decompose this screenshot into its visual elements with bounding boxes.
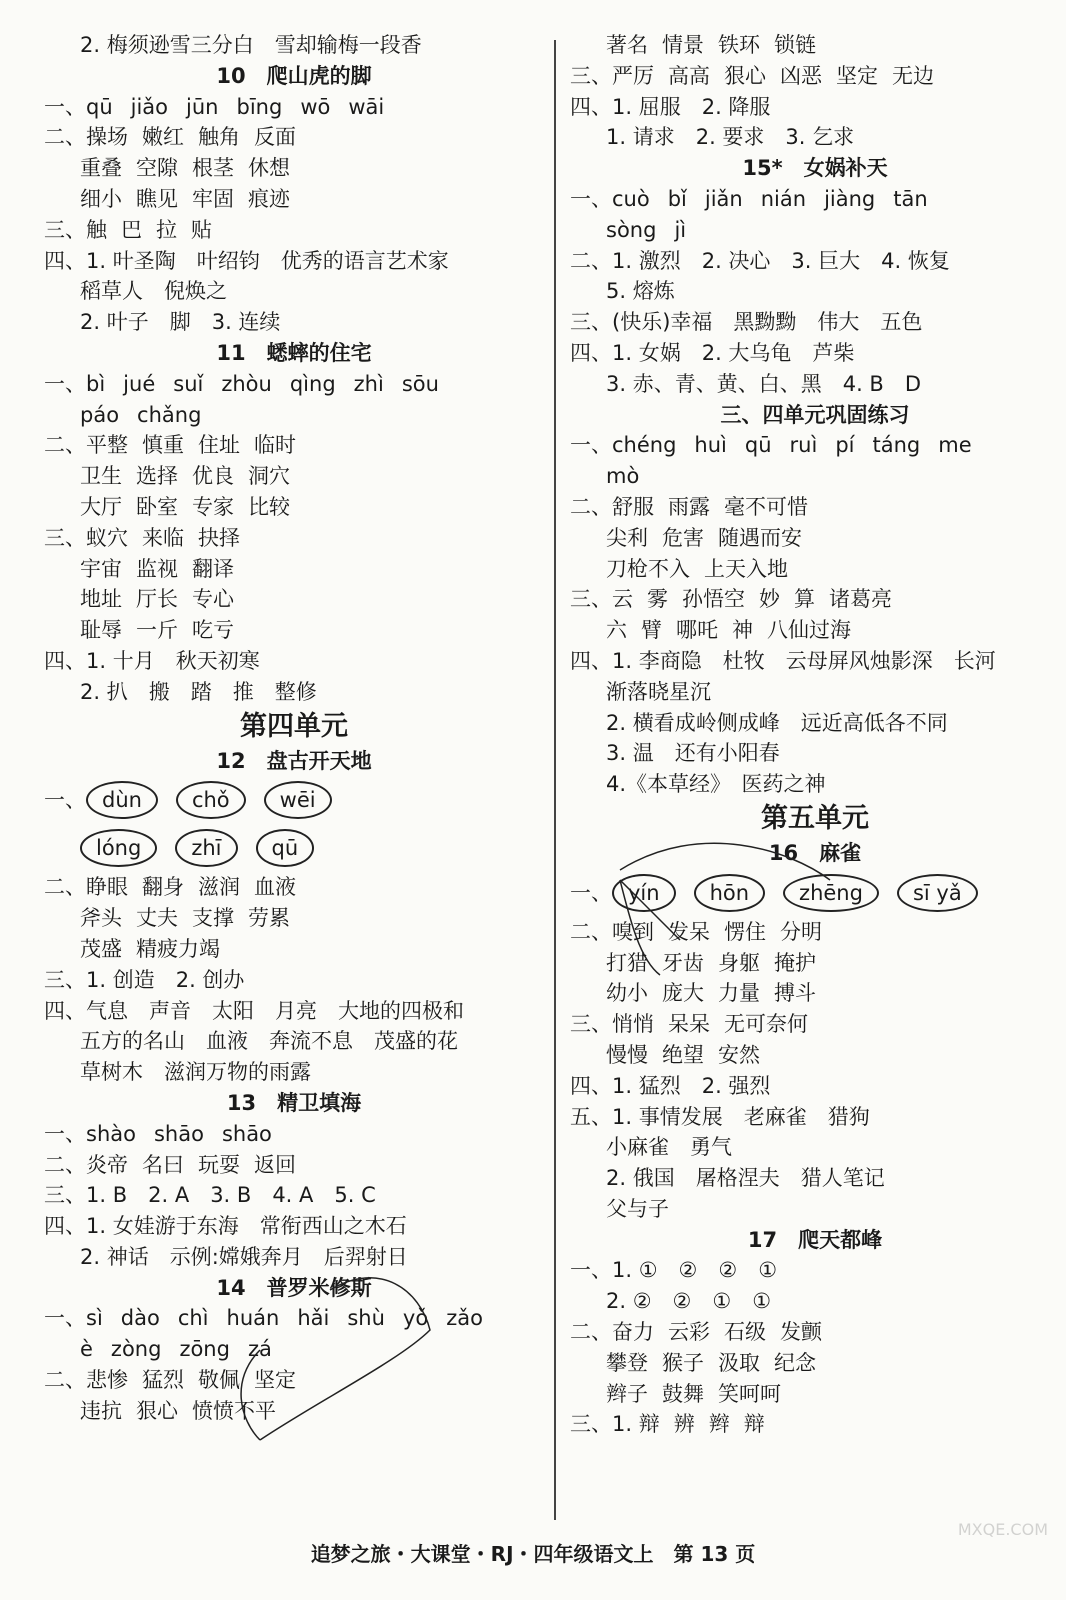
pinyin-row [570,184,1060,215]
answer-word: 专家 [192,494,234,519]
answer-word: 吃亏 [192,618,234,643]
answer-word: 哪吒 [676,618,718,643]
answer-word: 辫 [708,1412,730,1437]
answer-word: 监视 [136,556,178,581]
answer-line: 2. 横看成岭侧成峰 远近高低各不同 [606,710,948,735]
answer-line: 五方的名山 血液 奔流不息 茂盛的花 [80,1029,458,1054]
pinyin-answer: hōn [694,874,765,912]
answer-word: 上天入地 [704,556,788,581]
answer-word: 住址 [198,433,240,458]
circled-pinyin-row [44,776,544,824]
answer-word: 优良 [192,464,234,489]
answer-word: 瞧见 [136,186,178,211]
word-row [570,523,1060,554]
question-number: 三、 [44,217,86,242]
answer-word: 触 [86,217,107,242]
pinyin-answer: qū [256,829,315,867]
answer-word: 蚁穴 [86,525,128,550]
answer-word: 洞穴 [248,464,290,489]
pinyin-answer: dào [120,1306,160,1331]
answer-line: 3. 赤、青、黄、白、黑 4. B D [606,371,921,396]
word-row [570,554,1060,585]
question-number: 二、 [44,1152,86,1177]
pinyin-answer: jì [674,217,687,242]
pinyin-answer: zhòu [221,371,272,396]
answer-word: 著名 [606,33,648,57]
answer-word: 情景 [662,33,704,57]
pinyin-row [44,1119,544,1150]
word-row [570,30,1060,61]
answer-word: 睁眼 [86,875,128,900]
answer-word: 卧室 [136,494,178,519]
answer-line: 1. 请求 2. 要求 3. 乞求 [606,125,855,150]
pinyin-answer: qìng [289,371,336,396]
pinyin-answer: jué [123,371,156,396]
answer-word: 凶恶 [780,63,822,88]
answer-word: 臂 [641,618,662,643]
answer-word: 毫不可惜 [724,494,808,519]
lesson-title: 10 爬山虎的脚 [216,63,372,88]
answer-word: 返回 [254,1152,296,1177]
pinyin-answer: jiǎn [704,186,743,211]
word-row [570,1348,1060,1379]
answer-line: 2. ② ② ① ① [606,1289,772,1314]
pinyin-row [570,430,1060,461]
column-divider [554,40,556,1520]
pinyin-row [44,369,544,400]
pinyin-answer: shāo [221,1121,272,1146]
pinyin-row [44,92,544,123]
pinyin-row [570,461,1060,492]
pinyin-answer: ruì [789,433,818,458]
answer-word: 无可奈何 [724,1012,808,1037]
answer-word: 滋润 [198,875,240,900]
word-row [570,1040,1060,1071]
answer-word: 休想 [248,156,290,181]
answer-word: 丈夫 [136,906,178,931]
question-number: 一、 [44,1121,86,1146]
answer-word: 操场 [86,125,128,150]
pinyin-answer: jiǎo [130,94,169,119]
pinyin-answer: táng [872,433,921,458]
pinyin-answer: zá [247,1337,272,1362]
word-row [570,1379,1060,1410]
pinyin-answer: sòng [606,217,657,242]
question-number: 一、 [44,1306,86,1331]
question-number: 一、 [44,94,86,119]
right-column [570,30,1060,1440]
word-row [44,492,544,523]
word-row [44,523,544,554]
answer-line: 四、1. 叶圣陶 叶绍钧 优秀的语言艺术家 [44,248,449,273]
answer-word: 劳累 [248,906,290,931]
word-row [44,184,544,215]
pinyin-answer: bì [86,371,106,396]
answer-word: 比较 [248,494,290,519]
circled-pinyin-row [570,869,1060,917]
answer-line: 渐落晓星沉 [606,679,711,704]
question-number: 一、 [44,788,86,813]
question-number: 二、 [570,1320,612,1345]
question-number: 一、 [570,433,612,458]
word-row [44,872,544,903]
question-number: 一、 [570,186,612,211]
page-footer: 追梦之旅・大课堂・RJ・四年级语文上 第 13 页 [310,1542,756,1566]
pinyin-answer: chǎng [137,402,202,427]
word-row [44,934,544,965]
pinyin-answer: shāo [153,1121,204,1146]
question-number: 二、 [570,494,612,519]
answer-word: 耻辱 [80,618,122,643]
answer-word: 炎帝 [86,1152,128,1177]
answer-word: 狠心 [724,63,766,88]
pinyin-row [44,400,544,431]
pinyin-answer: shù [347,1306,385,1331]
answer-word: 斧头 [80,906,122,931]
answer-word: 一斤 [136,618,178,643]
answer-line: 2. 神话 示例:嫦娥奔月 后羿射日 [80,1244,408,1269]
answer-word: 猛烈 [142,1368,184,1393]
question-number: 三、 [570,587,612,612]
pinyin-answer: qū [86,94,113,119]
pinyin-answer: jūn [186,94,219,119]
answer-word: 辩 [743,1412,765,1437]
word-row [44,122,544,153]
lesson-title: 11 蟋蟀的住宅 [216,340,372,365]
answer-word: 嫩红 [142,125,184,150]
answer-word: 悄悄 [612,1012,654,1037]
word-row [570,1009,1060,1040]
pinyin-answer: pí [835,433,855,458]
answer-word: 发颤 [780,1320,822,1345]
answer-word: 云 [612,587,633,612]
answer-word: 玩耍 [198,1152,240,1177]
answer-word: 平整 [86,433,128,458]
answer-word: 力量 [718,981,760,1006]
answer-line: 5. 熔炼 [606,279,675,304]
pinyin-answer: tān [893,186,928,211]
answer-word: 孙悟空 [682,587,745,612]
left-column [44,30,544,1427]
answer-word: 汲取 [718,1350,760,1375]
answer-word: 云彩 [668,1320,710,1345]
circled-pinyin-row [44,824,544,872]
answer-word: 严厉 [612,63,654,88]
answer-word: 触角 [198,125,240,150]
watermark-logo [878,1520,1048,1590]
answer-word: 巴 [121,217,142,242]
word-row [44,903,544,934]
question-number: 一、 [570,880,612,905]
pinyin-answer: wāi [348,94,385,119]
answer-word: 宇宙 [80,556,122,581]
answer-word: 空隙 [136,156,178,181]
answer-word: 八仙过海 [767,618,851,643]
answer-word: 锁链 [774,33,816,57]
answer-word: 无边 [892,63,934,88]
pinyin-answer: suǐ [173,371,204,396]
pinyin-answer: yín [612,874,676,912]
word-row [570,615,1060,646]
answer-word: 1. 辩 [612,1412,660,1437]
answer-word: 六 [606,618,627,643]
answer-word: 名曰 [142,1152,184,1177]
word-row [570,492,1060,523]
unit-heading: 第五单元 [761,802,869,834]
answer-word: 高高 [668,63,710,88]
answer-word: 根茎 [192,156,234,181]
answer-word: 刀枪不入 [606,556,690,581]
answer-line: 草树木 滋润万物的雨露 [80,1060,311,1085]
pinyin-answer: bǐ [667,186,687,211]
answer-word: 牢固 [192,186,234,211]
question-number: 三、 [570,1412,612,1437]
answer-word: 愤愤不平 [192,1398,276,1423]
pinyin-answer: chǒ [176,781,246,819]
pinyin-answer: bīng [236,94,283,119]
answer-word: 幼小 [606,981,648,1006]
word-row [44,554,544,585]
pinyin-answer: páo [80,402,120,427]
answer-word: 绝望 [662,1042,704,1067]
pinyin-answer: wō [300,94,331,119]
question-number: 二、 [44,1368,86,1393]
answer-word: 鼓舞 [662,1381,704,1406]
pinyin-answer: chì [177,1306,209,1331]
answer-line: 四、1. 屈服 2. 降服 [570,94,771,119]
word-row [44,153,544,184]
pinyin-answer: huì [694,433,727,458]
pinyin-answer: huán [226,1306,280,1331]
answer-word: 神 [732,618,753,643]
question-number: 三、 [570,1012,612,1037]
answer-word: 重叠 [80,156,122,181]
answer-word: 随遇而安 [718,525,802,550]
answer-word: 雾 [647,587,668,612]
answer-word: 来临 [142,525,184,550]
answer-word: 坚定 [836,63,878,88]
answer-line: 小麻雀 勇气 [606,1135,732,1160]
answer-word: 嗅到 [612,919,654,944]
pinyin-answer: zǎo [446,1306,483,1331]
answer-word: 猴子 [662,1350,704,1375]
answer-word: 翻译 [192,556,234,581]
pinyin-answer: zòng [110,1337,162,1362]
answer-word: 狠心 [136,1398,178,1423]
answer-word: 选择 [136,464,178,489]
word-row [44,584,544,615]
pinyin-answer: zhī [175,829,237,867]
answer-line: 四、气息 声音 太阳 月亮 大地的四极和 [44,998,464,1023]
answer-line: 2. 俄国 屠格涅夫 猎人笔记 [606,1166,885,1191]
pinyin-row [44,1303,544,1334]
answer-word: 拉 [156,217,177,242]
answer-word: 违抗 [80,1398,122,1423]
word-row [44,1365,544,1396]
answer-word: 坚定 [254,1368,296,1393]
answer-line: 父与子 [606,1196,669,1221]
answer-word: 细小 [80,186,122,211]
answer-word: 辨 [673,1412,695,1437]
answer-word: 算 [794,587,815,612]
answer-word: 慎重 [142,433,184,458]
answer-line: 四、1. 李商隐 杜牧 云母屏风烛影深 长河 [570,648,996,673]
word-row [44,615,544,646]
question-number: 二、 [44,875,86,900]
answer-word: 掩护 [774,950,816,975]
pinyin-answer: shào [86,1121,136,1146]
answer-line: 三、1. B 2. A 3. B 4. A 5. C [44,1183,376,1208]
answer-line: 五、1. 事情发展 老麻雀 猎狗 [570,1104,870,1129]
answer-word: 雨露 [668,494,710,519]
pinyin-answer: chéng [612,433,677,458]
answer-line: 四、1. 十月 秋天初寒 [44,648,260,673]
answer-line: 2. 叶子 脚 3. 连续 [80,310,281,335]
answer-line: 稻草人 倪焕之 [80,279,227,304]
question-number: 二、 [44,433,86,458]
pinyin-answer: sōu [401,371,439,396]
answer-word: 地址 [80,587,122,612]
word-row [570,1409,1060,1440]
word-row [570,584,1060,615]
answer-word: 搏斗 [774,981,816,1006]
answer-word: 攀登 [606,1350,648,1375]
pinyin-answer: mò [606,464,640,489]
lesson-title: 15* 女娲补天 [742,156,888,181]
lesson-title: 14 普罗米修斯 [216,1275,372,1300]
answer-line: 四、1. 女娲 2. 大乌龟 芦柴 [570,340,855,365]
pinyin-answer: cuò [612,186,650,211]
answer-word: 铁环 [718,33,760,57]
answer-word: 身躯 [718,950,760,975]
watermark-text: MXQE.COM [957,1520,1048,1539]
answer-word: 发呆 [668,919,710,944]
pinyin-answer: dùn [86,781,158,819]
question-number: 三、 [570,63,612,88]
answer-word: 危害 [662,525,704,550]
answer-word: 精疲力竭 [136,936,220,961]
word-row [570,61,1060,92]
word-row [44,461,544,492]
answer-word: 牙齿 [662,950,704,975]
answer-word: 大厅 [80,494,122,519]
answer-word: 笑呵呵 [718,1381,781,1406]
answer-word: 反面 [254,125,296,150]
word-row [44,430,544,461]
pinyin-answer: jiàng [824,186,876,211]
answer-word: 痕迹 [248,186,290,211]
answer-word: 茂盛 [80,936,122,961]
pinyin-answer: zhēng [783,874,879,912]
answer-word: 慢慢 [606,1042,648,1067]
question-number: 二、 [44,125,86,150]
answer-line: 二、1. 激烈 2. 决心 3. 巨大 4. 恢复 [570,248,950,273]
pinyin-answer: nián [760,186,807,211]
pinyin-answer: yǒ [402,1306,429,1331]
lesson-title: 三、四单元巩固练习 [720,402,910,427]
answer-line: 四、1. 猛烈 2. 强烈 [570,1073,771,1098]
answer-line: 一、1. ① ② ② ① [570,1258,778,1283]
answer-word: 分明 [780,919,822,944]
answer-word: 庞大 [662,981,704,1006]
answer-word: 敬佩 [198,1368,240,1393]
pinyin-answer: sì [86,1306,103,1331]
answer-word: 卫生 [80,464,122,489]
pinyin-answer: zōng [179,1337,230,1362]
pinyin-row [570,215,1060,246]
answer-word: 血液 [254,875,296,900]
pinyin-answer: hǎi [297,1306,330,1331]
pinyin-answer: zhì [353,371,384,396]
word-row [570,1317,1060,1348]
word-row [44,1150,544,1181]
word-row [44,215,544,246]
answer-word: 纪念 [774,1350,816,1375]
lesson-title: 17 爬天都峰 [747,1227,883,1252]
word-row [570,978,1060,1009]
answer-word: 厅长 [136,587,178,612]
answer-word: 抉择 [198,525,240,550]
answer-word: 翻身 [142,875,184,900]
answer-word: 呆呆 [668,1012,710,1037]
answer-line: 2. 梅须逊雪三分白 雪却输梅一段香 [80,33,422,57]
answer-line: 3. 温 还有小阳春 [606,741,780,766]
answer-word: 临时 [254,433,296,458]
answer-word: 石级 [724,1320,766,1345]
answer-word: 辫子 [606,1381,648,1406]
answer-word: 打猎 [606,950,648,975]
question-number: 二、 [570,919,612,944]
pinyin-answer: sī yǎ [897,874,978,912]
question-number: 三、 [44,525,86,550]
answer-word: 安然 [718,1042,760,1067]
lesson-title: 16 麻雀 [768,840,862,865]
pinyin-answer: me [938,433,972,458]
answer-word: 贴 [191,217,212,242]
answer-word: 悲惨 [86,1368,128,1393]
answer-word: 奋力 [612,1320,654,1345]
lesson-title: 12 盘古开天地 [216,748,372,773]
word-row [570,917,1060,948]
answer-word: 专心 [192,587,234,612]
pinyin-answer: wēi [264,781,332,819]
answer-word: 诸葛亮 [829,587,892,612]
pinyin-row [44,1334,544,1365]
lesson-title: 13 精卫填海 [226,1090,362,1115]
question-number: 一、 [44,371,86,396]
answer-line: 4.《本草经》 医药之神 [606,772,826,797]
answer-word: 舒服 [612,494,654,519]
pinyin-answer: qū [744,433,772,458]
pinyin-answer: lóng [80,829,157,867]
answer-line: 三、1. 创造 2. 创办 [44,967,245,992]
word-row [570,948,1060,979]
answer-line: 三、(快乐)幸福 黑黝黝 伟大 五色 [570,310,923,335]
word-row [44,1396,544,1427]
answer-word: 愣住 [724,919,766,944]
answer-line: 四、1. 女娃游于东海 常衔西山之木石 [44,1214,407,1239]
answer-line: 2. 扒 搬 踏 推 整修 [80,679,317,704]
answer-word: 支撑 [192,906,234,931]
answer-word: 妙 [759,587,780,612]
unit-heading: 第四单元 [240,710,348,742]
pinyin-answer: è [80,1337,93,1362]
answer-word: 尖利 [606,525,648,550]
